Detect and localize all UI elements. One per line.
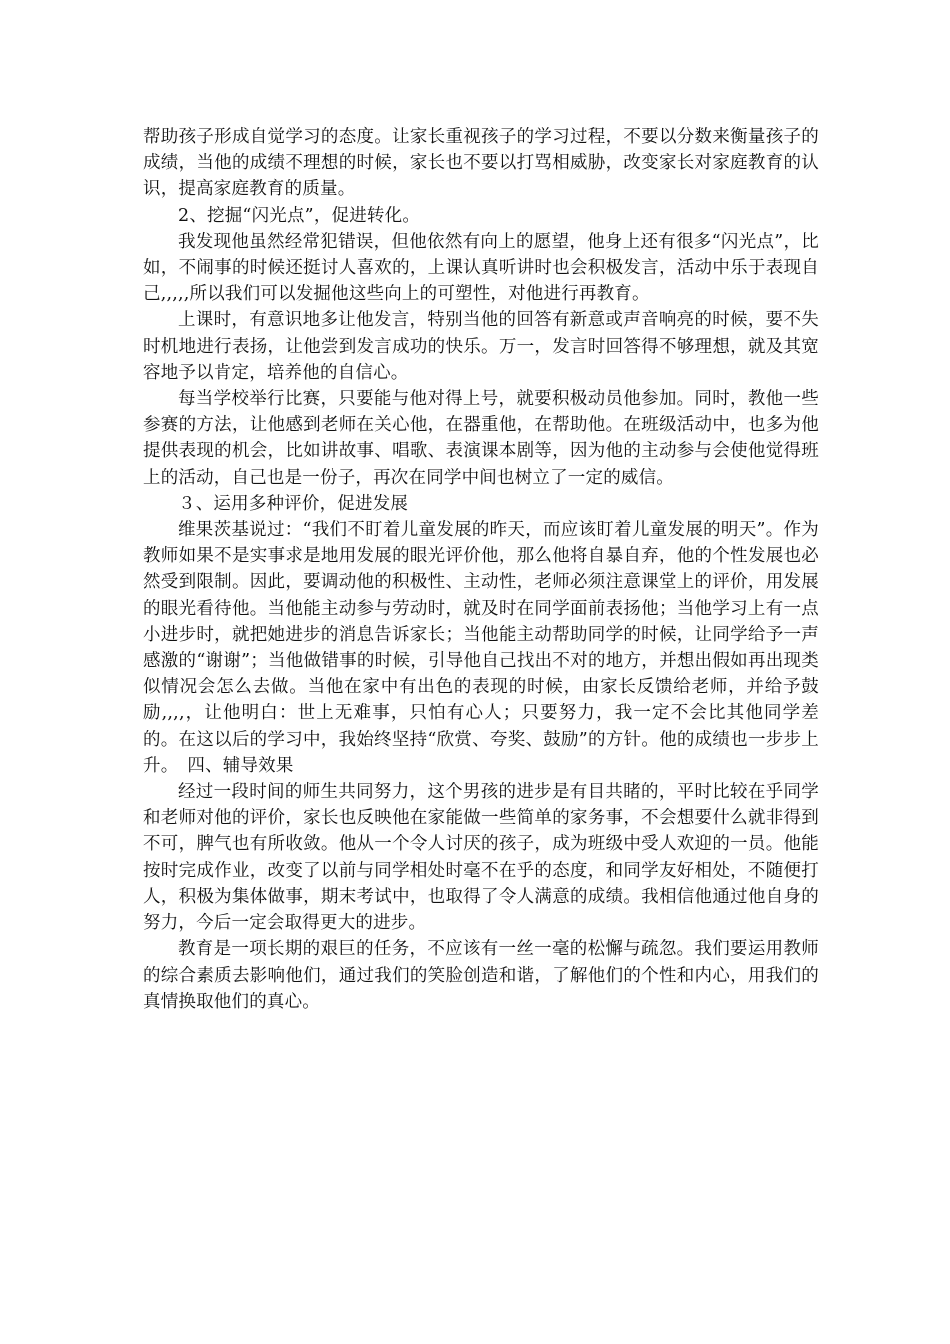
document-page [143, 124, 819, 1015]
paragraph-results: 经过一段时间的师生共同努力，这个男孩的进步是有目共睹的，平时比较在乎同学和老师对他的评价，家长也反映他在家能做一些简单的家务事，不会想要什么就非得到不可，脾气也有所收敛。他从一个令人讨厌的孩子，成为班级中受人欢迎的一员。他能按时完成作业，改变了以前与同学相处时毫不在乎的态度，和同学友好相处，不随便打人，积极为集体做事，期末考试中，也取得了令人满意的成绩。我相信他通过他自身的努力，今后一定会取得更大的进步。 [143, 782, 819, 934]
section-heading-evaluation: ３、运用多种评价，促进发展 [178, 493, 409, 514]
paragraph-family-education: 帮助孩子形成自觉学习的态度。让家长重视孩子的学习过程，不要以分数来衡量孩子的成绩，当他的成绩不理想的时候，家长也不要以打骂相威胁，改变家长对家庭教育的认识，提高家庭教育的质量。 [143, 127, 819, 200]
paragraph-bright-spots: 我发现他虽然经常犯错误，但他依然有向上的愿望，他身上还有很多“闪光点”，比如，不闹事的时候还挺讨人喜欢的，上课认真听讲时也会积极发言，活动中乐于表现自己,,,,,所以我们可以发掘他这些向上的可塑性，对他进行再教育。 [143, 231, 819, 305]
section-heading-bright-spots: 2、挖掘“闪光点”，促进转化。 [178, 205, 421, 226]
paragraph-class-speaking: 上课时，有意识地多让他发言，特别当他的回答有新意或声音响亮的时候，要不失时机地进行表扬，让他尝到发言成功的快乐。万一，发言时回答得不够理想，就及其宽容地予以肯定，培养他的自信心。 [143, 310, 819, 383]
paragraph-vygotsky: 维果茨基说过：“我们不盯着儿童发展的昨天，而应该盯着儿童发展的明天”。作为教师如果不是实事求是地用发展的眼光评价他，那么他将自暴自弃，他的个性发展也必然受到限制。因此，要调动他的积极性、主动性，老师必须注意课堂上的评价，用发展的眼光看待他。当他能主动参与劳动时，就及时在同学面前表扬他；当他学习上有一点小进步时，就把她进步的消息告诉家长；当他能主动帮助同学的时候，让同学给予一声感激的“谢谢”；当他做错事的时候，引导他自己找出不对的地方，并想出假如再出现类似情况会怎么去做。当他在家中有出色的表现的时候，由家长反馈给老师，并给予鼓励,,,,，让他明白：世上无难事，只怕有心人；只要努力，我一定不会比其他同学差的。在这以后的学习中，我始终坚持“欣赏、夸奖、鼓励”的方针。他的成绩也一步步上升。 四、辅导效果 [143, 520, 819, 776]
paragraph-competitions: 每当学校举行比赛，只要能与他对得上号，就要积极动员他参加。同时，教他一些参赛的方法，让他感到老师在关心他，在器重他，在帮助他。在班级活动中，也多为他提供表现的机会，比如讲故事、唱歌、表演课本剧等，因为他的主动参与会使他觉得班上的活动，自己也是一份子，再次在同学中间也树立了一定的威信。 [143, 389, 819, 488]
paragraph-conclusion: 教育是一项长期的艰巨的任务，不应该有一丝一毫的松懈与疏忽。我们要运用教师的综合素质去影响他们，通过我们的笑脸创造和谐，了解他们的个性和内心，用我们的真情换取他们的真心。 [143, 939, 819, 1012]
